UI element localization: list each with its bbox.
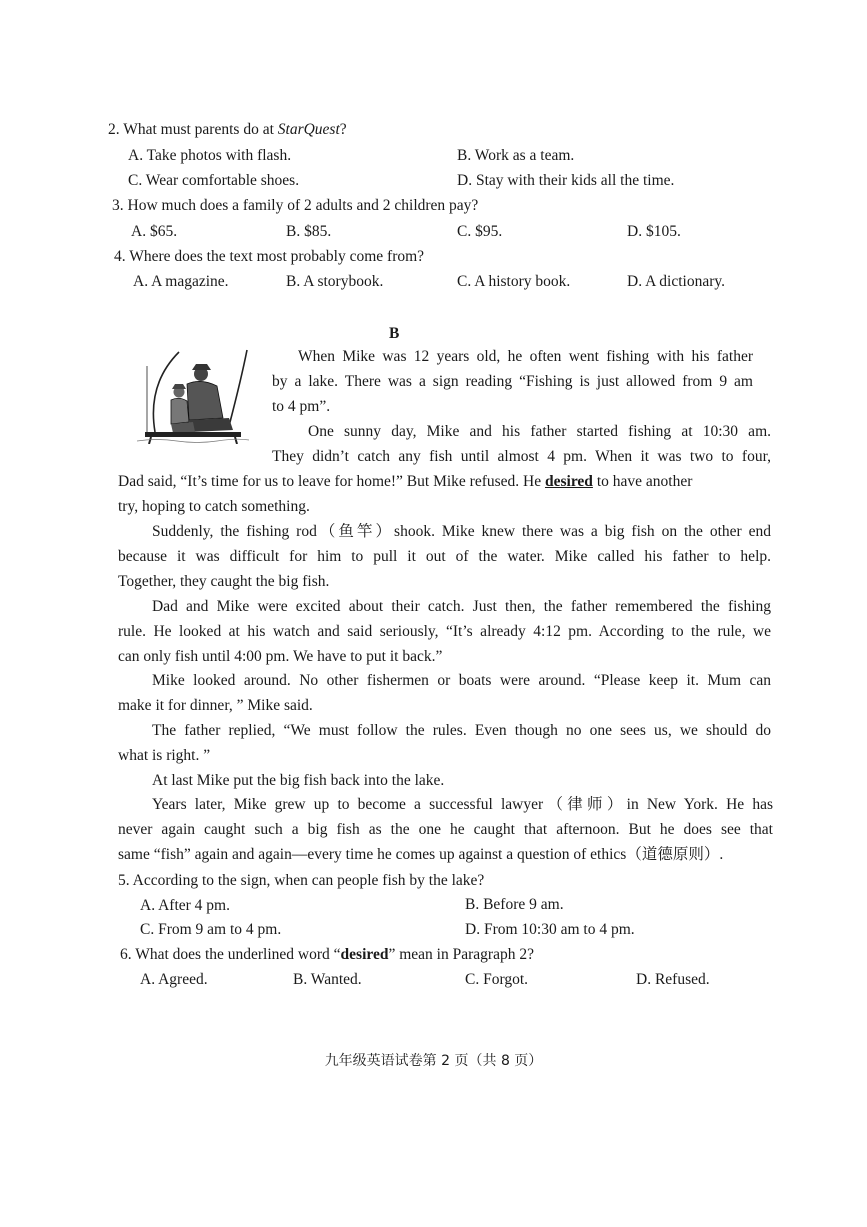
underlined-word-desired: desired [544, 473, 593, 490]
question-2-option-c: C. Wear comfortable shoes. [128, 172, 300, 189]
question-3-option-c: C. $95. [457, 223, 503, 240]
fishing-illustration [137, 344, 249, 444]
question-2-stem-text: 2. What must parents do at [108, 121, 278, 138]
question-5-option-c: C. From 9 am to 4 pm. [140, 921, 282, 938]
question-3-option-a: A. $65. [131, 223, 178, 240]
passage-line: Dad and Mike were excited about their catch. Just then, the father remembered the fishing [152, 598, 771, 615]
question-2-stem-italic: StarQuest [277, 121, 340, 138]
question-6-option-c: C. Forgot. [465, 971, 529, 988]
passage-line: Together, they caught the big fish. [118, 573, 330, 590]
passage-line: The father replied, “We must follow the rules. Even though no one sees us, we should do [152, 722, 771, 739]
question-6-option-d: D. Refused. [636, 971, 710, 988]
passage-line-part: Dad said, “It’s time for us to leave for home!” But Mike refused. He [118, 473, 545, 490]
passage-line: make it for dinner, ” Mike said. [118, 697, 313, 714]
passage-line: One sunny day, Mike and his father started fishing at 10:30 am. [308, 423, 771, 440]
question-5-option-d: D. From 10:30 am to 4 pm. [465, 921, 635, 938]
question-3-option-b: B. $85. [286, 223, 332, 240]
passage-line: by a lake. There was a sign reading “Fishing is just allowed from 9 am [272, 373, 753, 390]
question-4-option-a: A. A magazine. [133, 273, 229, 290]
passage-line-part: to have another [592, 473, 693, 490]
passage-line: because it was difficult for him to pull it out of the water. Mike called his father to help. [118, 548, 771, 565]
question-5-option-b: B. Before 9 am. [465, 896, 564, 913]
passage-line: to 4 pm”. [272, 398, 331, 415]
passage-line: can only fish until 4:00 pm. We have to put it back.” [118, 648, 443, 665]
passage-line [118, 472, 692, 492]
passage-line: rule. He looked at his watch and said seriously, “It’s already 4:12 pm. According to the rule, we [118, 623, 771, 640]
question-6-stem-text: 6. What does the underlined word “ [120, 946, 341, 963]
passage-line: never again caught such a big fish as the one he caught that afternoon. But he does see that [118, 821, 773, 838]
question-6-stem-suffix: ” mean in Paragraph 2? [388, 946, 534, 963]
question-4-option-b: B. A storybook. [286, 273, 384, 290]
passage-line: try, hoping to catch something. [118, 498, 310, 515]
question-5-option-a: A. After 4 pm. [140, 897, 230, 914]
passage-line: Suddenly, the fishing rod（鱼竿）shook. Mike knew there was a big fish on the other end [152, 523, 771, 540]
question-2-stem [108, 120, 347, 140]
question-2-option-a: A. Take photos with flash. [128, 147, 292, 164]
passage-line: When Mike was 12 years old, he often went fishing with his father [298, 348, 753, 365]
passage-line: what is right. ” [118, 747, 211, 764]
question-4-option-d: D. A dictionary. [627, 273, 726, 290]
question-4-stem: 4. Where does the text most probably come from? [114, 248, 425, 265]
passage-line: Mike looked around. No other fishermen or boats were around. “Please keep it. Mum can [152, 672, 771, 689]
question-3-stem: 3. How much does a family of 2 adults and 2 children pay? [112, 197, 479, 214]
question-6-stem-bold: desired [340, 946, 389, 963]
question-2-option-d: D. Stay with their kids all the time. [457, 172, 675, 189]
passage-line: Years later, Mike grew up to become a successful lawyer（律师）in New York. He has [152, 796, 773, 813]
question-5-stem: 5. According to the sign, when can people fish by the lake? [118, 872, 485, 889]
passage-line: They didn’t catch any fish until almost 4 pm. When it was two to four, [272, 448, 771, 465]
question-2-stem-suffix: ? [339, 121, 347, 138]
passage-line: same “fish” again and again—every time he comes up against a question of ethics（道德原则）. [118, 846, 724, 863]
question-6-option-b: B. Wanted. [293, 971, 362, 988]
question-2-option-b: B. Work as a team. [457, 147, 575, 164]
question-6-stem [120, 945, 534, 965]
question-4-option-c: C. A history book. [457, 273, 571, 290]
page-footer: 九年级英语试卷第 2 页（共 8 页） [324, 1053, 543, 1069]
question-6-option-a: A. Agreed. [140, 971, 208, 988]
question-3-option-d: D. $105. [627, 223, 681, 240]
section-heading: B [389, 325, 400, 342]
passage-line: At last Mike put the big fish back into the lake. [152, 772, 445, 789]
